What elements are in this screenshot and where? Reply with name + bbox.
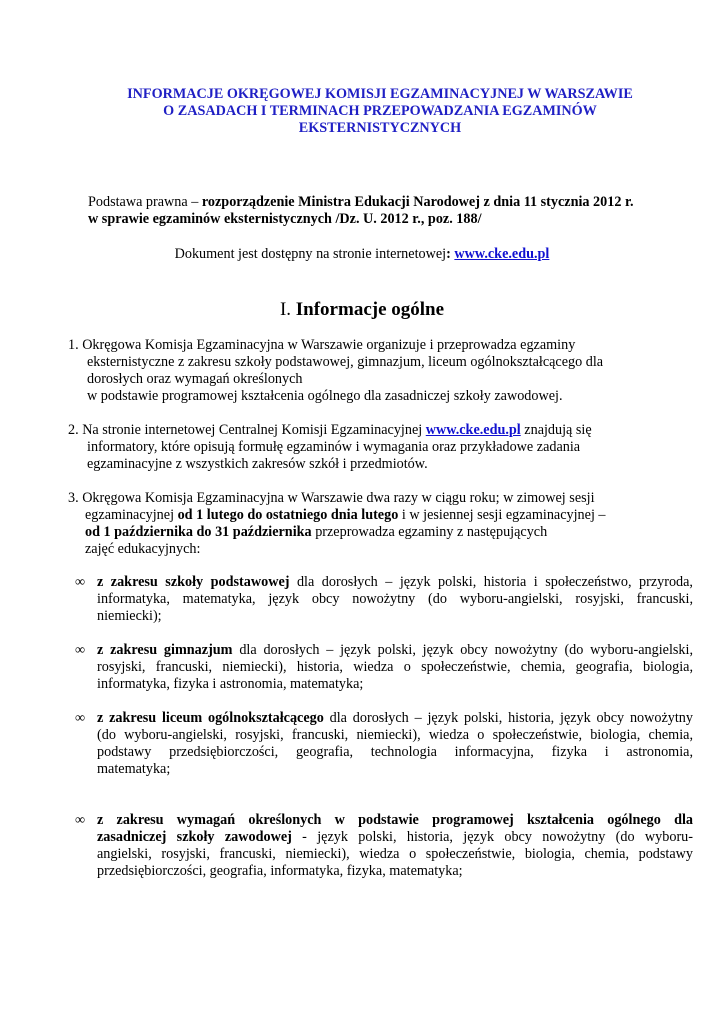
item-2-line-3: egzaminacyjne z wszystkich zakresów szkół i przedmiotów. bbox=[87, 456, 428, 472]
bullet-2-line-1-rest: dla dorosłych – język polski, język obcy nowożytny (do wyboru-angielski, bbox=[232, 642, 693, 658]
bullet-1-line-1-rest: dla dorosłych – język polski, historia i społeczeństwo, przyroda, bbox=[289, 574, 693, 590]
bullet-3-text bbox=[97, 710, 693, 778]
document-title bbox=[80, 86, 680, 137]
section-title: Informacje ogólne bbox=[295, 299, 445, 320]
bullet-3-line-3: podstawy przedsiębiorczości, geografia, technologia informacyjna, fizyka i astronomia, bbox=[97, 744, 693, 760]
item-3-autumn-suffix: przeprowadza egzaminy z następujących bbox=[311, 524, 548, 540]
bullet-3-line-2: (do wyboru-angielski, rosyjski, francuski, niemiecki), wiedza o społeczeństwie, biologia, chemia, bbox=[97, 727, 693, 743]
infinity-bullet-icon: ∞ bbox=[75, 642, 86, 658]
legal-basis-reference: w sprawie egzaminów eksternistycznych /Dz. U. 2012 r., poz. 188/ bbox=[88, 211, 482, 227]
item-3-autumn-prefix: i w jesiennej sesji egzaminacyjnej – bbox=[398, 507, 606, 523]
bullet-4-line-2-rest: - język polski, historia, język obcy nowożytny (do wyboru- bbox=[291, 829, 693, 845]
bullet-1-line-1 bbox=[97, 574, 693, 591]
item-2-line-2: informatory, które opisują formułę egzaminów i wymagania oraz przykładowe zadania bbox=[87, 439, 581, 455]
title-line-2: O ZASADACH I TERMINACH PRZEPOWADZANIA EGZAMINÓW bbox=[163, 103, 597, 119]
bullet-1-heading: z zakresu szkoły podstawowej bbox=[97, 574, 290, 590]
item-2-line-1 bbox=[68, 422, 668, 439]
legal-basis-regulation: rozporządzenie Ministra Edukacji Narodowej z dnia 11 stycznia 2012 r. bbox=[201, 194, 634, 210]
bullet-1-line-2: informatyka, matematyka, język obcy nowożytny (do wyboru-angielski, rosyjski, francuski, bbox=[97, 591, 693, 607]
bullet-2-heading: z zakresu gimnazjum bbox=[97, 642, 233, 658]
title-line-3: EKSTERNISTYCZNYCH bbox=[298, 120, 462, 136]
infinity-bullet-icon: ∞ bbox=[75, 710, 86, 726]
bullet-3-line-4: matematyka; bbox=[97, 761, 171, 777]
item-1-line-2: eksternistyczne z zakresu szkoły podstawowej, gimnazjum, liceum ogólnokształcącego dla bbox=[87, 354, 604, 370]
bullet-4-line-2 bbox=[97, 829, 693, 846]
availability-colon: : bbox=[446, 246, 455, 262]
list-item-3 bbox=[68, 490, 668, 558]
legal-basis-line-1 bbox=[88, 194, 688, 211]
bullet-2-line-1 bbox=[97, 642, 693, 659]
bullet-1-line-3: niemiecki); bbox=[97, 608, 162, 624]
item-3-winter-dates: od 1 lutego do ostatniego dnia lutego bbox=[177, 507, 399, 523]
item-1-line-4: w podstawie programowej kształcenia ogólnego dla zasadniczej szkoły zawodowej. bbox=[87, 388, 563, 404]
bullet-2-line-3: informatyka, fizyka i astronomia, matematyka; bbox=[97, 676, 364, 692]
bullet-4-text bbox=[97, 812, 693, 880]
legal-basis-line-2 bbox=[88, 211, 688, 228]
bullet-3-line-1 bbox=[97, 710, 693, 727]
list-item-1 bbox=[68, 337, 668, 405]
availability-text: Dokument jest dostępny na stronie internetowej bbox=[174, 246, 447, 262]
bullet-1-text bbox=[97, 574, 693, 625]
bullet-4-heading-cont: zasadniczej szkoły zawodowej bbox=[97, 829, 292, 845]
document-availability bbox=[0, 246, 724, 263]
section-numeral: I. bbox=[279, 299, 296, 320]
item-1-line-1: 1. Okręgowa Komisja Egzaminacyjna w Warszawie organizuje i przeprowadza egzaminy bbox=[68, 337, 576, 353]
cke-website-link-2[interactable]: www.cke.edu.pl bbox=[425, 422, 521, 438]
item-3-line-2 bbox=[68, 507, 668, 524]
bullet-4-heading: z zakresu wymagań określonych w podstawie programowej kształcenia ogólnego dla bbox=[97, 812, 693, 828]
bullet-4-line-1 bbox=[97, 812, 693, 829]
item-1-line-3: dorosłych oraz wymagań określonych bbox=[87, 371, 303, 387]
list-item-2 bbox=[68, 422, 668, 473]
infinity-bullet-icon: ∞ bbox=[75, 574, 86, 590]
item-3-line-4: zajęć edukacyjnych: bbox=[85, 541, 201, 557]
cke-website-link[interactable]: www.cke.edu.pl bbox=[454, 246, 550, 262]
item-3-autumn-dates: od 1 października do 31 października bbox=[85, 524, 312, 540]
legal-basis bbox=[88, 194, 688, 228]
bullet-3-heading: z zakresu liceum ogólnokształcącego bbox=[97, 710, 324, 726]
infinity-bullet-icon: ∞ bbox=[75, 812, 86, 828]
bullet-2-text bbox=[97, 642, 693, 693]
title-line-1: INFORMACJE OKRĘGOWEJ KOMISJI EGZAMINACYJNEJ W WARSZAWIE bbox=[127, 86, 633, 102]
item-3-line-3 bbox=[68, 524, 668, 541]
bullet-2-line-2: rosyjski, francuski, niemiecki), historia, wiedza o społeczeństwie, chemia, geografia, biologia, bbox=[97, 659, 693, 675]
item-2-text-end: znajdują się bbox=[520, 422, 592, 438]
bullet-4-line-3: angielski, rosyjski, francuski, niemiecki), wiedza o społeczeństwie, biologia, chemia, podstawy bbox=[97, 846, 693, 862]
item-2-text-start: 2. Na stronie internetowej Centralnej Komisji Egzaminacyjnej bbox=[68, 422, 426, 438]
section-heading bbox=[0, 299, 724, 321]
bullet-3-line-1-rest: dla dorosłych – język polski, historia, język obcy nowożytny bbox=[323, 710, 693, 726]
item-3-winter-prefix: egzaminacyjnej bbox=[85, 507, 178, 523]
item-3-line-1: 3. Okręgowa Komisja Egzaminacyjna w Warszawie dwa razy w ciągu roku; w zimowej sesji bbox=[68, 490, 595, 506]
bullet-4-line-4: przedsiębiorczości, geografia, informatyka, fizyka, matematyka; bbox=[97, 863, 463, 879]
legal-basis-prefix: Podstawa prawna – bbox=[88, 194, 202, 210]
